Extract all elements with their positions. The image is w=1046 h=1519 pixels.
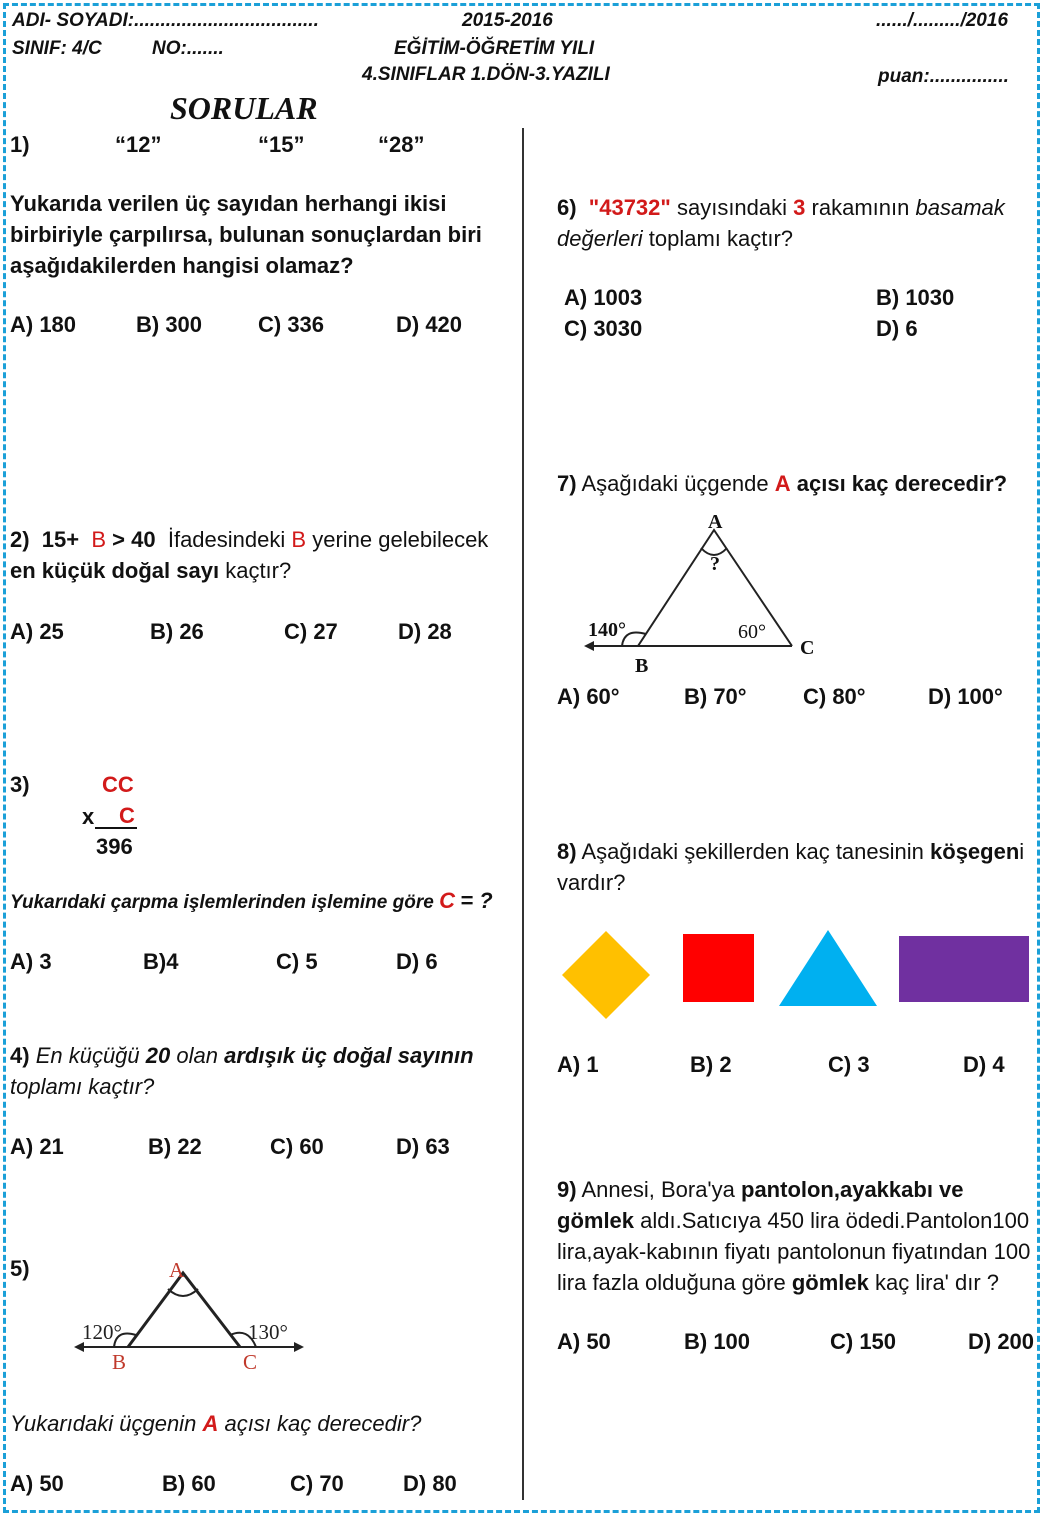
- option-b[interactable]: B) 60: [162, 1471, 216, 1496]
- name-field-label: ADI- SOYADI:...................................: [12, 10, 319, 31]
- text-part: 20: [145, 1043, 171, 1068]
- product: 396: [96, 834, 133, 859]
- class-label: SINIF: 4/C: [12, 38, 102, 59]
- angle-label-b: 120°: [82, 1320, 122, 1344]
- option-a[interactable]: A) 3: [10, 949, 52, 974]
- times-sign: x: [82, 804, 95, 829]
- number-item: “15”: [258, 132, 305, 157]
- variable-a: A: [774, 471, 791, 496]
- blue-triangle: [779, 930, 877, 1006]
- multiplicand: CC: [102, 772, 134, 797]
- option-a[interactable]: A) 50: [557, 1329, 611, 1354]
- option-d[interactable]: D) 420: [396, 312, 463, 337]
- question-text: [557, 468, 1027, 499]
- vertex-label-c: C: [243, 1350, 258, 1374]
- question-text: [557, 836, 1027, 898]
- angle-arc-a: [168, 1289, 198, 1296]
- question-text: Yukarıda verilen üç sayıdan herhangi ikisi birbiriyle çarpılırsa, bulunan sonuçlardan biri aşağıdakilerden hangisi olamaz?: [10, 191, 482, 278]
- option-a[interactable]: A) 21: [10, 1134, 64, 1159]
- variable-b: B: [91, 527, 107, 552]
- option-d[interactable]: D) 6: [876, 316, 918, 341]
- triangle-sides: [128, 1273, 240, 1347]
- option-c[interactable]: C) 3: [828, 1052, 870, 1077]
- vertex-label-c: C: [800, 637, 815, 659]
- vertex-label-b: B: [112, 1350, 127, 1374]
- text-part: açısı kaç derecedir?: [224, 1411, 422, 1436]
- option-c[interactable]: C) 60: [270, 1134, 324, 1159]
- angle-label-c: 130°: [248, 1320, 288, 1344]
- question-text: [557, 1174, 1031, 1298]
- column-divider: [522, 128, 524, 1500]
- exam-name: 4.SINIFLAR 1.DÖN-3.YAZILI: [362, 64, 610, 85]
- text-part: toplamı kaçtır?: [10, 1074, 155, 1099]
- number-item: “12”: [115, 132, 162, 157]
- text-part: gömlek: [791, 1270, 869, 1295]
- purple-rectangle: [899, 936, 1029, 1002]
- option-b[interactable]: B) 2: [690, 1052, 732, 1077]
- text-part: köşegen: [930, 839, 1020, 864]
- option-d[interactable]: D) 200: [968, 1329, 1035, 1354]
- option-d[interactable]: D) 80: [403, 1471, 457, 1496]
- variable-a: A: [202, 1411, 219, 1436]
- text-part: En küçüğü: [35, 1043, 140, 1068]
- question-number: 7): [557, 471, 577, 496]
- option-a[interactable]: A) 25: [10, 619, 64, 644]
- expression-part: > 40: [112, 527, 156, 552]
- date-field: ....../........./2016: [876, 10, 1009, 31]
- academic-term: EĞİTİM-ÖĞRETİM YILI: [394, 38, 595, 59]
- text-part: en küçük doğal sayı: [10, 558, 220, 583]
- multiplier: C: [119, 803, 135, 828]
- page-title: SORULAR: [170, 90, 318, 126]
- triangle-figure-q7: [580, 506, 830, 678]
- text-part: pantolon,ayakkabı ve gömlek: [557, 1177, 964, 1233]
- vertex-label-b: B: [635, 655, 649, 677]
- triangle-sides: [638, 530, 792, 646]
- option-c[interactable]: C) 150: [830, 1329, 897, 1354]
- triangle-figure-q5: [70, 1255, 310, 1380]
- highlight-digit: 3: [793, 195, 806, 220]
- highlight-number: "43732": [588, 195, 671, 220]
- expression-part: 15+: [41, 527, 80, 552]
- red-square: [683, 934, 754, 1002]
- question-text: [10, 888, 493, 914]
- text-part: rakamının: [811, 195, 910, 220]
- question-text: [557, 192, 1027, 254]
- angle-label-exterior: 140°: [588, 619, 626, 641]
- option-d[interactable]: D) 100°: [928, 684, 1003, 709]
- angle-label-c: 60°: [738, 621, 766, 643]
- question-number: 8): [557, 839, 577, 864]
- arrow-left-icon: [584, 641, 594, 651]
- text-part: i vardır?: [557, 839, 1025, 895]
- option-d[interactable]: D) 28: [398, 619, 452, 644]
- text-part: yerine gelebilecek: [312, 527, 489, 552]
- text-part: Aşağıdaki üçgende: [581, 471, 769, 496]
- question-text: [10, 1040, 515, 1102]
- option-c[interactable]: C) 70: [290, 1471, 344, 1496]
- option-b[interactable]: B)4: [143, 949, 179, 974]
- question-text: [10, 524, 515, 586]
- question-number: 5): [10, 1256, 30, 1281]
- text-part: kaçtır?: [225, 558, 292, 583]
- option-b[interactable]: B) 26: [150, 619, 204, 644]
- vertex-label-a: A: [169, 1258, 185, 1282]
- school-year: 2015-2016: [462, 10, 553, 31]
- option-b[interactable]: B) 1030: [876, 285, 955, 310]
- student-number-field: NO:.......: [152, 38, 224, 59]
- text-part: Yukarıdaki üçgenin: [10, 1411, 197, 1436]
- shapes-figure: [555, 925, 1035, 1025]
- text-part: Annesi, Bora'ya: [581, 1177, 735, 1202]
- option-b[interactable]: B) 70°: [684, 684, 747, 709]
- option-a[interactable]: A) 60°: [557, 684, 620, 709]
- question-number: 9): [557, 1177, 577, 1202]
- text-part: Yukarıdaki çarpma işlemlerinden işlemine göre: [10, 892, 434, 913]
- option-d[interactable]: D) 63: [396, 1134, 450, 1159]
- text-part: olan: [176, 1043, 218, 1068]
- question-text: [10, 1408, 515, 1439]
- option-b[interactable]: B) 100: [684, 1329, 751, 1354]
- option-c[interactable]: C) 27: [284, 619, 338, 644]
- question-number: 2): [10, 527, 30, 552]
- option-c[interactable]: C) 3030: [564, 316, 643, 341]
- option-b[interactable]: B) 22: [148, 1134, 202, 1159]
- question-number: 3): [10, 772, 30, 797]
- number-item: “28”: [378, 132, 425, 157]
- question-number: 6): [557, 195, 577, 220]
- question-number: 1): [10, 132, 30, 157]
- option-c[interactable]: C) 80°: [803, 684, 866, 709]
- text-part: açısı kaç derecedir?: [796, 471, 1008, 496]
- vertex-label-a: A: [708, 511, 723, 533]
- option-a[interactable]: A) 1003: [564, 285, 643, 310]
- option-a[interactable]: A) 50: [10, 1471, 64, 1496]
- unknown-angle: ?: [710, 553, 720, 575]
- option-c[interactable]: C) 336: [258, 312, 325, 337]
- text-part: aldı.Satıcıya 450 lira ödedi.Pantolon100 lira,ayak-kabının fiyatı pantolonun fiyatından 100 lira fazla olduğuna göre: [557, 1208, 1031, 1295]
- question-number: 4): [10, 1043, 30, 1068]
- option-d[interactable]: D) 4: [963, 1052, 1005, 1077]
- text-part: basamak değerleri: [557, 195, 1005, 251]
- yellow-rhombus: [562, 931, 650, 1019]
- option-c[interactable]: C) 5: [276, 949, 318, 974]
- text-part: Aşağıdaki şekillerden kaç tanesinin: [581, 839, 924, 864]
- variable-c: C: [439, 888, 455, 913]
- option-a[interactable]: A) 180: [10, 312, 77, 337]
- score-field: puan:...............: [878, 66, 1009, 87]
- text-part: sayısındaki: [676, 195, 788, 220]
- text-part: kaç lira' dır ?: [875, 1270, 1000, 1295]
- text-part: = ?: [460, 888, 493, 913]
- option-a[interactable]: A) 1: [557, 1052, 599, 1077]
- option-d[interactable]: D) 6: [396, 949, 438, 974]
- text-part: ardışık üç doğal sayının: [224, 1043, 474, 1068]
- variable-b: B: [291, 527, 307, 552]
- text-part: toplamı kaçtır?: [648, 226, 794, 251]
- text-part: İfadesindeki: [167, 527, 286, 552]
- arrow-right-icon: [294, 1342, 304, 1352]
- option-b[interactable]: B) 300: [136, 312, 203, 337]
